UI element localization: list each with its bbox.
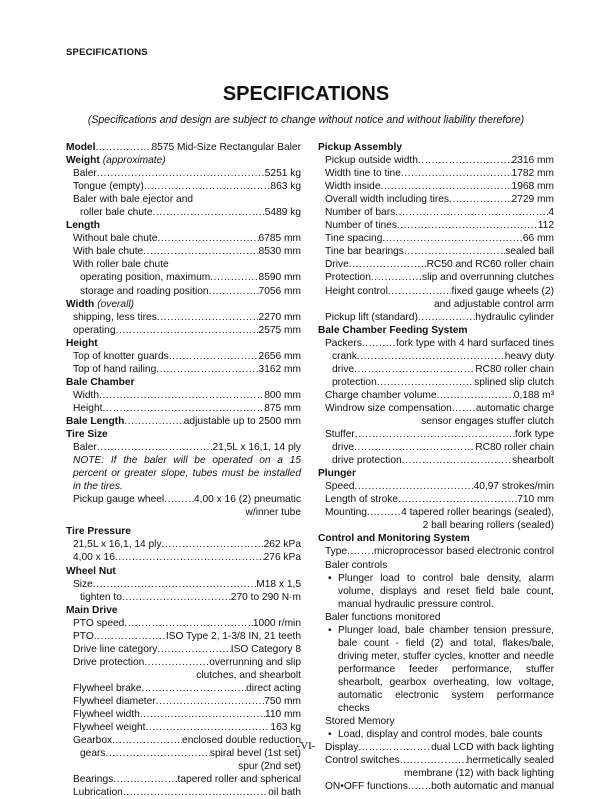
spec-value: 276 kPa bbox=[263, 552, 301, 564]
spec-label: Tine spacing bbox=[325, 233, 383, 245]
spec-value: 1782 mm bbox=[511, 168, 554, 180]
dot-leader bbox=[142, 682, 247, 695]
dot-leader bbox=[93, 578, 256, 591]
spec-value: adjustable up to 2500 mm bbox=[183, 415, 301, 427]
spec-row bbox=[318, 154, 554, 167]
spec-row bbox=[66, 415, 301, 428]
spec-row bbox=[66, 591, 301, 604]
spec-row bbox=[318, 545, 554, 558]
section-heading bbox=[66, 565, 301, 578]
bullet-text: Plunger load to control bale density, alarm volume, displays and reset field bale count, manual hydraulic pressure control. bbox=[338, 572, 554, 610]
spec-value-continuation: membrane (12) with back lighting bbox=[403, 768, 554, 780]
spec-value: 8590 mm bbox=[258, 272, 301, 284]
section-heading bbox=[318, 532, 554, 545]
spec-value: microprocessor based electronic control bbox=[373, 546, 554, 558]
dot-leader bbox=[123, 786, 268, 799]
spec-value: 710 mm bbox=[517, 494, 554, 506]
spec-row bbox=[318, 167, 554, 180]
bullet-item bbox=[318, 572, 554, 611]
dot-leader bbox=[122, 591, 231, 604]
spec-row bbox=[318, 337, 554, 350]
spec-value: 2270 mm bbox=[258, 311, 301, 323]
spec-value: M18 x 1,5 bbox=[256, 578, 301, 590]
dot-leader bbox=[418, 311, 475, 324]
spec-label: Height control bbox=[325, 285, 388, 297]
page-number: -VI- bbox=[296, 740, 316, 752]
spec-value: splined slip clutch bbox=[474, 376, 554, 388]
spec-value: heavy duty bbox=[504, 350, 554, 362]
section-heading bbox=[318, 324, 554, 337]
spec-label: shipping, less tires bbox=[73, 311, 157, 323]
spec-label: Tongue (empty) bbox=[73, 181, 144, 193]
dot-leader bbox=[209, 285, 259, 298]
spec-row bbox=[66, 167, 301, 180]
spec-label: Baler bbox=[73, 442, 97, 454]
spec-value: 21,5L x 16,1, 14 ply bbox=[212, 442, 301, 454]
spec-label: Top of hand railing bbox=[73, 363, 157, 375]
spec-value: hydraulic cylinder bbox=[475, 311, 554, 323]
spec-label: Without bale chute bbox=[73, 233, 158, 245]
spec-subheading: With roller bale chute bbox=[73, 259, 169, 271]
spec-value: direct acting bbox=[246, 682, 301, 694]
section-heading-label: Bale Chamber bbox=[66, 376, 135, 388]
spec-value: 4,00 x 16 (2) pneumatic bbox=[193, 494, 301, 506]
section-heading-label: Length bbox=[66, 220, 100, 232]
spec-label: PTO bbox=[73, 630, 94, 642]
spec-row bbox=[66, 271, 301, 284]
spec-row bbox=[66, 350, 301, 363]
dot-leader bbox=[124, 415, 183, 428]
spec-label: storage and roading position bbox=[80, 285, 209, 297]
spec-value: overrunning and slip bbox=[209, 656, 301, 668]
section-heading-qualifier: (approximate) bbox=[102, 155, 166, 167]
spec-row bbox=[66, 695, 301, 708]
spec-value: spiral bevel (1st set) bbox=[209, 748, 301, 760]
spec-value-continuation: w/inner tube bbox=[245, 507, 301, 519]
section-heading-label: Tire Pressure bbox=[66, 526, 131, 538]
spec-row bbox=[318, 350, 554, 363]
spec-label: Pickup gauge wheel bbox=[73, 494, 165, 506]
spec-value: 262 kPa bbox=[263, 539, 301, 551]
spec-label: Type bbox=[325, 546, 348, 558]
bullet-icon: • bbox=[328, 729, 332, 741]
spec-row bbox=[318, 219, 554, 232]
spec-row bbox=[66, 708, 301, 721]
spec-value: enclosed double reduction bbox=[182, 735, 301, 747]
spec-row bbox=[66, 232, 301, 245]
spec-value: 4 bbox=[548, 207, 554, 219]
dot-leader bbox=[140, 708, 265, 721]
spec-row bbox=[318, 363, 554, 376]
dot-leader bbox=[113, 773, 177, 786]
spec-value: 4 tapered roller bearings (sealed), bbox=[401, 507, 554, 519]
spec-label: operating position, maximum bbox=[80, 272, 211, 284]
spec-value: fork type with 4 hard surfaced tines bbox=[396, 337, 554, 349]
dot-leader bbox=[144, 656, 209, 669]
spec-row bbox=[66, 180, 301, 193]
dot-leader bbox=[157, 643, 230, 656]
spec-row bbox=[318, 285, 554, 298]
section-heading bbox=[318, 141, 554, 154]
spec-subheading: Baler functions monitored bbox=[325, 611, 441, 623]
section-heading bbox=[66, 337, 301, 350]
spec-label: Width bbox=[73, 389, 100, 401]
spec-label: Model bbox=[66, 142, 96, 153]
section-heading-label: Control and Monitoring System bbox=[318, 533, 470, 545]
spec-label: Control switches bbox=[325, 755, 400, 767]
spec-label: Flywheel width bbox=[73, 709, 140, 721]
bullet-icon: • bbox=[328, 624, 332, 636]
spec-value-continuation: sensor engages stuffer clutch bbox=[421, 415, 554, 427]
spec-row bbox=[318, 376, 554, 389]
bullet-text: Plunger load, bale chamber tension pressure, bale count - field (2) and total, flakes/bale, driving meter, stuffer cycles, knotter and needle performance feeder performance, stuffer shearbolt, gearbox overheating, low voltage, automatic electronic system performance checks bbox=[338, 624, 554, 715]
spec-label: Drive line category bbox=[73, 643, 158, 655]
dot-leader bbox=[156, 363, 258, 376]
spec-label: Bearings bbox=[73, 774, 114, 786]
spec-value-continuation: 2 ball bearing rollers (sealed) bbox=[422, 520, 554, 532]
spec-value: fixed gauge wheels (2) bbox=[451, 285, 554, 297]
section-heading-label: Width bbox=[66, 298, 95, 310]
dot-leader bbox=[388, 285, 452, 298]
spec-subheading: Baler with bale ejector and bbox=[73, 194, 194, 206]
spec-value: 800 mm bbox=[264, 389, 301, 401]
spec-row bbox=[318, 493, 554, 506]
spec-value: 3162 mm bbox=[258, 363, 301, 375]
spec-value: RC50 and RC60 roller chain bbox=[426, 259, 554, 271]
spec-value: 1968 mm bbox=[511, 181, 554, 193]
spec-value: 110 mm bbox=[264, 709, 301, 721]
spec-row bbox=[318, 441, 554, 454]
spec-row bbox=[66, 643, 301, 656]
spec-value: 270 to 290 N·m bbox=[230, 591, 301, 603]
spec-label: Display bbox=[325, 742, 359, 754]
dot-leader bbox=[397, 219, 538, 232]
dot-leader bbox=[354, 363, 475, 376]
section-heading bbox=[66, 219, 301, 232]
section-heading bbox=[66, 154, 301, 167]
dot-leader bbox=[97, 441, 213, 454]
spec-row bbox=[318, 193, 554, 206]
spec-label: protection bbox=[332, 376, 377, 388]
section-heading-label: Bale Chamber Feeding System bbox=[318, 324, 468, 336]
section-heading-label: Height bbox=[66, 337, 98, 349]
spec-label: Pickup outside width bbox=[325, 155, 418, 167]
spec-label: Size bbox=[73, 578, 93, 590]
spec-label: PTO speed bbox=[73, 617, 125, 629]
spec-label: Flywheel diameter bbox=[73, 695, 156, 707]
spec-value: slip and overrunning clutches bbox=[422, 272, 554, 284]
spec-row bbox=[318, 232, 554, 245]
spec-label: Width inside bbox=[325, 181, 381, 193]
spec-value: 863 kg bbox=[270, 181, 301, 193]
section-heading-label: Tire Size bbox=[66, 429, 108, 441]
spec-label: Protection bbox=[325, 272, 371, 284]
spec-subheading: Baler controls bbox=[325, 559, 388, 571]
spec-row bbox=[318, 454, 554, 467]
spec-label: Drive protection bbox=[73, 656, 145, 668]
dot-leader bbox=[398, 493, 517, 506]
spec-value: shearbolt bbox=[512, 455, 554, 467]
dot-leader bbox=[115, 324, 258, 337]
dot-leader bbox=[357, 350, 505, 363]
spec-value: oil bath bbox=[268, 787, 301, 799]
spec-row bbox=[318, 271, 554, 284]
dot-leader bbox=[97, 167, 265, 180]
spec-label: Drive bbox=[325, 259, 349, 271]
spec-value: 8575 Mid-Size Rectangular Baler bbox=[151, 142, 301, 153]
dot-leader bbox=[400, 754, 467, 767]
spec-value: 0,188 m³ bbox=[513, 389, 554, 401]
spec-value: ISO Category 8 bbox=[230, 643, 301, 655]
spec-row bbox=[66, 682, 301, 695]
note-text: NOTE: If the baler will be operated on a 15 percent or greater slope, tubes must be installed in the tires. bbox=[73, 455, 301, 493]
spec-label: Number of bars bbox=[325, 207, 396, 219]
dot-leader bbox=[449, 193, 512, 206]
dot-leader bbox=[401, 167, 512, 180]
dot-leader bbox=[95, 141, 151, 154]
spec-row bbox=[318, 480, 554, 493]
spec-row bbox=[318, 389, 554, 402]
spec-value: RC80 roller chain bbox=[475, 363, 554, 375]
spec-value: 163 kg bbox=[270, 722, 301, 734]
dot-leader bbox=[381, 180, 512, 193]
spec-label: Packers bbox=[325, 337, 362, 349]
spec-label: Flywheel brake bbox=[73, 682, 142, 694]
spec-row bbox=[318, 258, 554, 271]
dot-leader bbox=[145, 721, 270, 734]
dot-leader bbox=[156, 695, 265, 708]
dot-leader bbox=[402, 454, 512, 467]
bullet-icon: • bbox=[328, 572, 332, 584]
spec-row bbox=[66, 578, 301, 591]
spec-row bbox=[66, 389, 301, 402]
spec-label: Bale Length bbox=[66, 415, 125, 427]
spec-value: 1000 r/min bbox=[252, 617, 301, 629]
spec-value-continuation: spur (2nd set) bbox=[238, 761, 301, 773]
dot-leader bbox=[143, 245, 258, 258]
spec-value: hermetically sealed bbox=[466, 755, 554, 767]
spec-label: crank bbox=[332, 350, 357, 362]
spec-label: Height bbox=[73, 402, 103, 414]
section-heading bbox=[66, 376, 301, 389]
spec-value: 750 mm bbox=[264, 695, 301, 707]
spec-row bbox=[66, 773, 301, 786]
spec-value: 2729 mm bbox=[511, 194, 554, 206]
spec-label: drive bbox=[332, 363, 355, 375]
page-subtitle: (Specifications and design are subject to change without notice and without liability therefore) bbox=[87, 114, 525, 126]
spec-label: Length of stroke bbox=[325, 494, 399, 506]
right-column bbox=[318, 141, 554, 793]
section-heading-label: Pickup Assembly bbox=[318, 142, 402, 153]
spec-label: Speed bbox=[325, 481, 355, 493]
section-heading-label: Weight bbox=[66, 155, 100, 167]
spec-value: 7056 mm bbox=[258, 285, 301, 297]
spec-row bbox=[318, 402, 554, 415]
spec-value: ISO Type 2, 1-3/8 IN, 21 teeth bbox=[165, 630, 301, 642]
spec-row bbox=[66, 538, 301, 551]
spec-value: automatic charge bbox=[475, 402, 554, 414]
spec-label: Pickup lift (standard) bbox=[325, 311, 418, 323]
dot-leader bbox=[124, 617, 253, 630]
spec-row bbox=[66, 786, 301, 799]
section-heading-label: Wheel Nut bbox=[66, 565, 116, 577]
spec-label: Flywheel weight bbox=[73, 722, 146, 734]
dot-leader bbox=[408, 780, 431, 793]
dot-leader bbox=[362, 337, 396, 350]
spec-row bbox=[66, 551, 301, 564]
spec-value: tapered roller and spherical bbox=[177, 774, 301, 786]
spec-label: roller bale chute bbox=[80, 207, 153, 219]
spec-row bbox=[318, 780, 554, 793]
spec-row bbox=[66, 617, 301, 630]
dot-leader bbox=[157, 311, 259, 324]
page-title: SPECIFICATIONS bbox=[222, 83, 390, 105]
section-heading-label: Main Drive bbox=[66, 604, 118, 616]
spec-label: tighten to bbox=[80, 591, 122, 603]
section-heading bbox=[318, 467, 554, 480]
spec-value: 2656 mm bbox=[258, 350, 301, 362]
spec-label: Mounting bbox=[325, 507, 367, 519]
spec-value: 66 mm bbox=[522, 233, 554, 245]
dot-leader bbox=[162, 538, 264, 551]
dot-leader bbox=[367, 506, 401, 519]
spec-value: 875 mm bbox=[264, 402, 301, 414]
spec-row bbox=[66, 141, 301, 154]
spec-value: sealed ball bbox=[505, 246, 554, 258]
dot-leader bbox=[355, 428, 515, 441]
spec-value: RC80 roller chain bbox=[475, 442, 554, 454]
bullet-item bbox=[318, 624, 554, 715]
dot-leader bbox=[354, 480, 473, 493]
dot-leader bbox=[349, 258, 427, 271]
spec-label: drive bbox=[332, 442, 355, 454]
dot-leader bbox=[210, 271, 258, 284]
spec-value: dual LCD with back lighting bbox=[431, 742, 554, 754]
spec-row bbox=[66, 324, 301, 337]
dot-leader bbox=[169, 350, 259, 363]
dot-leader bbox=[437, 389, 514, 402]
dot-leader bbox=[102, 402, 264, 415]
dot-leader bbox=[395, 206, 548, 219]
spec-label: drive protection bbox=[332, 455, 402, 467]
dot-leader bbox=[377, 376, 474, 389]
section-heading bbox=[66, 525, 301, 538]
spec-value-continuation: clutches, and shearbolt bbox=[196, 669, 301, 681]
spec-value: fork type bbox=[514, 429, 554, 441]
spec-subheading: Stored Memory bbox=[325, 716, 395, 728]
spec-label: Number of tines bbox=[325, 220, 397, 232]
spec-value-continuation: and adjustable control arm bbox=[433, 298, 554, 310]
running-header: SPECIFICATIONS bbox=[66, 47, 148, 58]
spec-label: With bale chute bbox=[73, 246, 144, 258]
bullet-text: Load, display and control modes, bale counts bbox=[338, 729, 543, 741]
dot-leader bbox=[94, 630, 166, 643]
spec-value: 8530 mm bbox=[258, 246, 301, 258]
spec-value: 40,97 strokes/min bbox=[473, 481, 554, 493]
spec-row bbox=[66, 363, 301, 376]
spec-label: 21,5L x 16,1, 14 ply bbox=[73, 539, 162, 551]
spec-row bbox=[318, 506, 554, 519]
dot-leader bbox=[99, 389, 264, 402]
spec-label: Windrow size compensation bbox=[325, 402, 452, 414]
spec-row bbox=[66, 493, 301, 506]
spec-value: 6785 mm bbox=[258, 233, 301, 245]
spec-label: Charge chamber volume bbox=[325, 389, 437, 401]
spec-value: 112 bbox=[537, 220, 554, 232]
dot-leader bbox=[157, 232, 258, 245]
spec-label: Overall width including tires bbox=[325, 194, 450, 206]
spec-value: both automatic and manual bbox=[431, 781, 554, 793]
dot-leader bbox=[404, 245, 505, 258]
dot-leader bbox=[164, 493, 194, 506]
spec-label: Tine bar bearings bbox=[325, 246, 404, 258]
dot-leader bbox=[153, 206, 265, 219]
spec-label: operating bbox=[73, 324, 116, 336]
spec-row bbox=[66, 630, 301, 643]
spec-row bbox=[318, 754, 554, 767]
spec-value: 2316 mm bbox=[511, 155, 554, 167]
spec-row bbox=[318, 206, 554, 219]
spec-row bbox=[66, 245, 301, 258]
spec-label: Baler bbox=[73, 168, 97, 180]
spec-row bbox=[318, 428, 554, 441]
spec-row bbox=[66, 311, 301, 324]
dot-leader bbox=[115, 551, 264, 564]
section-heading-label: Plunger bbox=[318, 468, 356, 480]
left-column bbox=[66, 141, 301, 799]
dot-leader bbox=[144, 180, 271, 193]
spec-label: gears bbox=[80, 748, 106, 760]
spec-row bbox=[318, 180, 554, 193]
section-heading bbox=[66, 428, 301, 441]
spec-row bbox=[66, 721, 301, 734]
spec-label: Lubrication bbox=[73, 787, 123, 799]
spec-row bbox=[66, 402, 301, 415]
spec-label: ON•OFF functions bbox=[325, 781, 408, 793]
section-heading bbox=[66, 298, 301, 311]
section-heading bbox=[66, 604, 301, 617]
spec-row bbox=[66, 206, 301, 219]
dot-leader bbox=[371, 271, 422, 284]
spec-row bbox=[66, 656, 301, 669]
spec-label: Gearbox bbox=[73, 735, 113, 747]
dot-leader bbox=[354, 441, 475, 454]
spec-label: 4,00 x 16 bbox=[73, 552, 115, 564]
spec-label: Stuffer bbox=[325, 429, 355, 441]
spec-row bbox=[318, 245, 554, 258]
spec-value: 2575 mm bbox=[258, 324, 301, 336]
spec-row bbox=[66, 441, 301, 454]
spec-label: Width tine to tine bbox=[325, 168, 401, 180]
dot-leader bbox=[382, 232, 522, 245]
spec-value: 5251 kg bbox=[264, 168, 301, 180]
section-heading-qualifier: (overall) bbox=[97, 298, 134, 310]
spec-value: 5489 kg bbox=[264, 207, 301, 219]
dot-leader bbox=[452, 402, 476, 415]
spec-row bbox=[66, 285, 301, 298]
spec-row bbox=[318, 311, 554, 324]
dot-leader bbox=[418, 154, 512, 167]
spec-label: Top of knotter guards bbox=[73, 350, 169, 362]
dot-leader bbox=[347, 545, 374, 558]
